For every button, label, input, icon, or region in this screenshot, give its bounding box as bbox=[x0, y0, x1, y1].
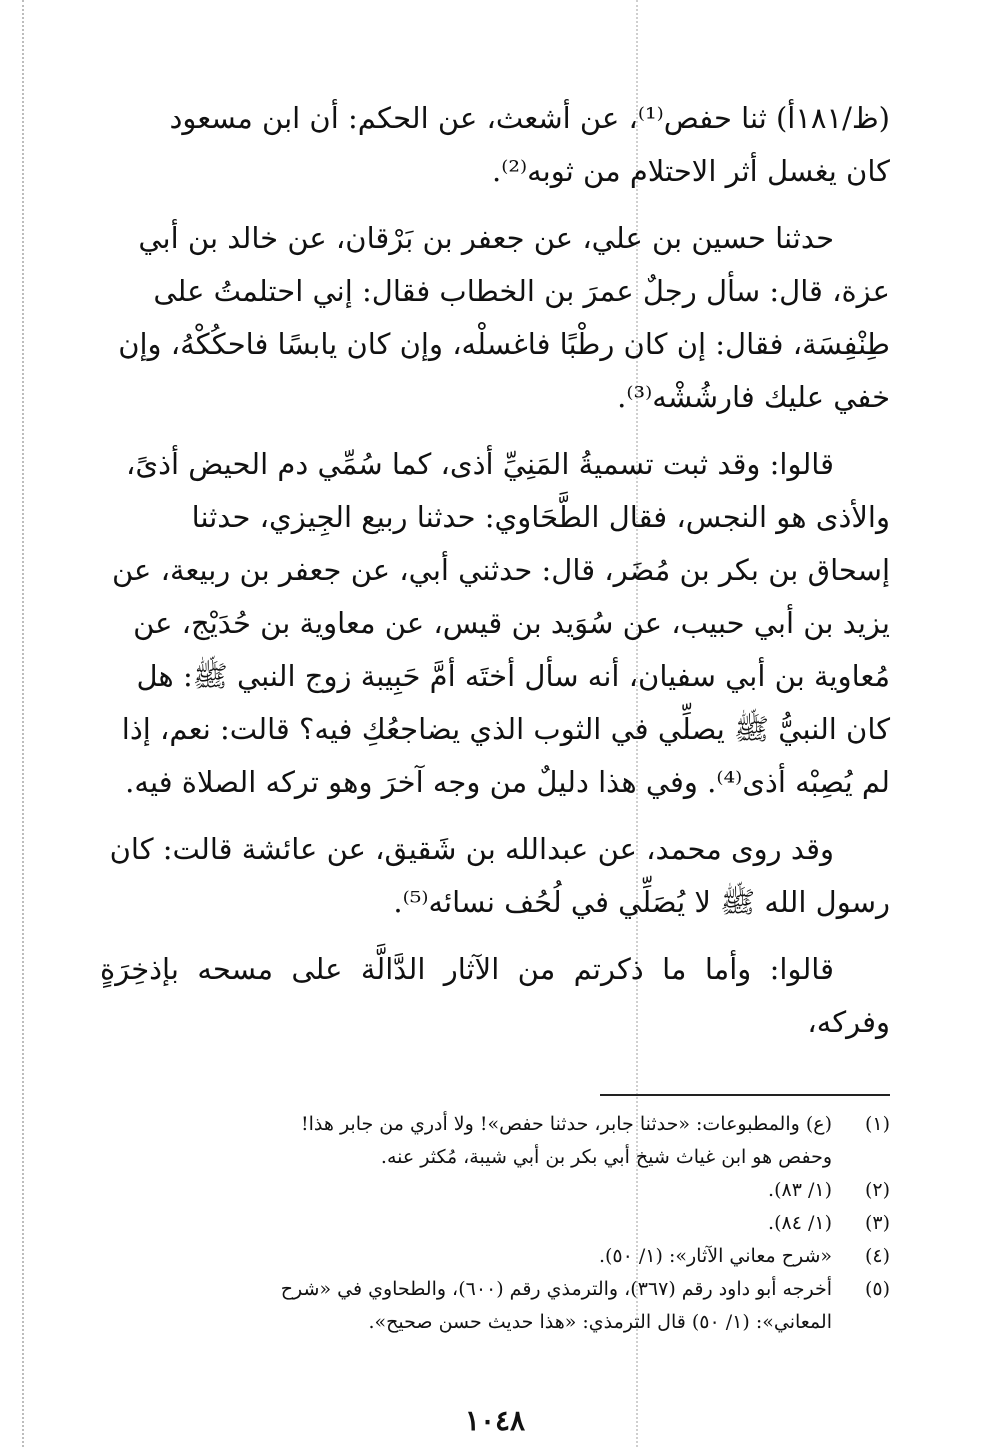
footnote-number: (٣) bbox=[864, 1212, 890, 1234]
footnote-text bbox=[100, 1108, 832, 1174]
footnote-text bbox=[100, 1273, 832, 1339]
scan-margin-dots bbox=[22, 0, 24, 1447]
text-line: لم يُصِبْه أذى⁽⁴⁾. وفي هذا دليلٌ من وجه آخرَ وهو تركه الصلاة فيه. bbox=[125, 765, 890, 799]
footnote-line: أخرجه أبو داود رقم (٣٦٧)، والترمذي رقم (٦٠٠)، والطحاوي في «شرح bbox=[280, 1278, 832, 1300]
footnote-divider bbox=[600, 1094, 890, 1096]
footnote-number: (١) bbox=[864, 1113, 890, 1135]
text-line: إسحاق بن بكر بن مُضَر، قال: حدثني أبي، عن جعفر بن ربيعة، عن bbox=[111, 553, 890, 587]
footnote-line: (ع) والمطبوعات: «حدثنا جابر، حدثنا حفص»! ولا أدري من جابر هذا! bbox=[301, 1113, 832, 1135]
text-line: عزة، قال: سأل رجلٌ عمرَ بن الخطاب فقال: إني احتلمتُ على bbox=[153, 274, 890, 308]
text-line: قالوا: وأما ما ذكرتم من الآثار الدَّالَّة على مسحه بإذخِرَةٍ وفركه، bbox=[100, 952, 890, 1039]
paragraph-4 bbox=[100, 823, 890, 929]
footnote-text bbox=[100, 1174, 832, 1207]
text-line: رسول الله ﷺ لا يُصَلِّي في لُحُف نسائه⁽⁵⁾. bbox=[393, 885, 890, 919]
text-line: (ظ/١٨١أ) ثنا حفص⁽¹⁾، عن أشعث، عن الحكم: أن ابن مسعود bbox=[169, 101, 890, 135]
paragraph-5 bbox=[100, 943, 890, 1049]
footnote-3 bbox=[100, 1207, 890, 1240]
text-line: يزيد بن أبي حبيب، عن سُوَيد بن قيس، عن معاوية بن حُدَيْج، عن bbox=[133, 606, 890, 640]
footnote-2 bbox=[100, 1174, 890, 1207]
footnote-line: وحفص هو ابن غياث شيخ أبي بكر بن أبي شيبة، مُكثر عنه. bbox=[380, 1146, 832, 1168]
text-line: وقد روى محمد، عن عبدالله بن شَقيق، عن عائشة قالت: كان bbox=[109, 832, 834, 866]
footnotes-section bbox=[100, 1108, 890, 1339]
text-line: حدثنا حسين بن علي، عن جعفر بن بَرْقان، عن خالد بن أبي bbox=[138, 221, 834, 255]
book-page bbox=[100, 92, 890, 1437]
text-line: قالوا: وقد ثبت تسميةُ المَنِيِّ أذى، كما سُمِّي دم الحيض أذىً، bbox=[126, 447, 834, 481]
text-line: كان النبيُّ ﷺ يصلِّي في الثوب الذي يضاجعُكِ فيه؟ قالت: نعم، إذا bbox=[121, 712, 890, 746]
footnote-line: (١/ ٨٣). bbox=[768, 1179, 832, 1201]
footnote-1 bbox=[100, 1108, 890, 1174]
footnote-5 bbox=[100, 1273, 890, 1339]
footnote-text bbox=[100, 1207, 832, 1240]
text-line: خفي عليك فارشُشْه⁽³⁾. bbox=[617, 380, 890, 414]
footnote-4 bbox=[100, 1240, 890, 1273]
footnote-number: (٤) bbox=[864, 1245, 890, 1267]
paragraph-3 bbox=[100, 438, 890, 809]
footnote-number: (٥) bbox=[864, 1278, 890, 1300]
footnote-line: «شرح معاني الآثار»: (١/ ٥٠). bbox=[598, 1245, 832, 1267]
page-number: ١٠٤٨ bbox=[464, 1404, 526, 1437]
footnote-number: (٢) bbox=[864, 1179, 890, 1201]
footnote-line: المعاني»: (١/ ٥٠) قال الترمذي: «هذا حديث حسن صحيح». bbox=[368, 1311, 832, 1333]
footnote-text bbox=[100, 1240, 832, 1273]
paragraph-2 bbox=[100, 212, 890, 424]
footnote-line: (١/ ٨٤). bbox=[768, 1212, 832, 1234]
paragraph-1 bbox=[100, 92, 890, 198]
text-line: والأذى هو النجس، فقال الطَّحَاوي: حدثنا ربيع الجِيزي، حدثنا bbox=[191, 500, 890, 534]
text-line: كان يغسل أثر الاحتلام من ثوبه⁽²⁾. bbox=[492, 154, 890, 188]
text-line: طِنْفِسَة، فقال: إن كان رطْبًا فاغسلْه، وإن كان يابسًا فاحكُكْهُ، وإن bbox=[118, 327, 890, 361]
text-line: مُعاوية بن أبي سفيان، أنه سأل أختَه أمَّ حَبِيبة زوج النبي ﷺ: هل bbox=[136, 659, 890, 693]
